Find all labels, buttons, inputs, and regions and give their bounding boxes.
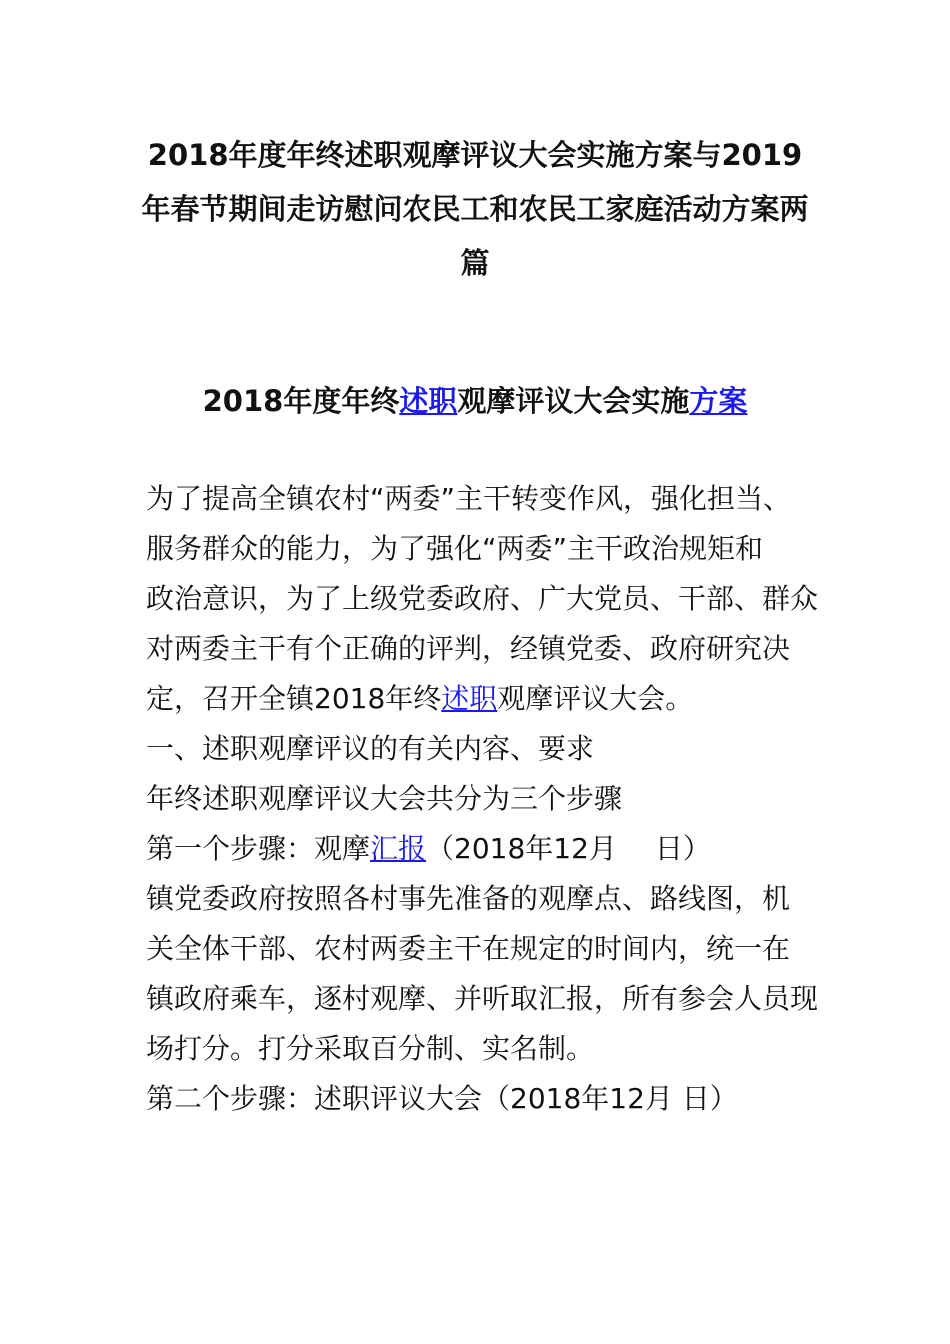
paragraph-2: 年终述职观摩评议大会共分为三个步骤: [146, 782, 623, 815]
link-fangan[interactable]: 方案: [689, 384, 748, 418]
paragraph-1-line-2: 服务群众的能力，为了强化“两委”主干政治规矩和: [146, 532, 764, 565]
title-line-3: 篇: [460, 246, 490, 280]
paragraph-3-line-2: 关全体干部、农村两委主干在规定的时间内，统一在: [146, 932, 791, 965]
title-line-2: 年春节期间走访慰问农民工和农民工家庭活动方案两: [141, 192, 809, 226]
step-1-b: （2018年12月: [426, 832, 617, 865]
step-2-heading: 第二个步骤：述职评议大会（2018年12月 日）: [146, 1082, 738, 1115]
step-1-heading: [146, 824, 846, 874]
section-title-part-1: 2018年度年终: [202, 384, 400, 418]
section-title-part-2: 观摩评议大会实施: [457, 384, 690, 418]
paragraph-3-line-4: 场打分。打分采取百分制、实名制。: [146, 1032, 595, 1065]
paragraph-3-line-3: 镇政府乘车，逐村观摩、并听取汇报，所有参会人员现: [146, 982, 819, 1015]
document-body: [146, 474, 846, 1124]
document-title: [140, 128, 810, 290]
paragraph-1-line-4: 对两委主干有个正确的评判，经镇党委、政府研究决: [146, 632, 791, 665]
heading-1: 一、述职观摩评议的有关内容、要求: [146, 732, 595, 765]
step-1-a: 第一个步骤：观摩: [146, 832, 371, 865]
step-1-c: 日）: [654, 832, 711, 865]
paragraph-3-line-1: 镇党委政府按照各村事先准备的观摩点、路线图，机: [146, 882, 791, 915]
link-shuzhi-body[interactable]: 述职: [441, 682, 498, 715]
paragraph-1-line-5-a: 定，召开全镇2018年终: [146, 682, 442, 715]
paragraph-1-line-5: [146, 674, 846, 724]
section-title: [120, 376, 830, 426]
paragraph-1-line-5-b: 观摩评议大会。: [497, 682, 694, 715]
link-shuzhi[interactable]: 述职: [399, 384, 458, 418]
paragraph-1-line-1: 为了提高全镇农村“两委”主干转变作风，强化担当、: [146, 482, 792, 515]
link-huibao[interactable]: 汇报: [370, 832, 427, 865]
title-line-1: 2018年度年终述职观摩评议大会实施方案与2019: [147, 138, 803, 172]
paragraph-1-line-3: 政治意识，为了上级党委政府、广大党员、干部、群众: [146, 582, 819, 615]
